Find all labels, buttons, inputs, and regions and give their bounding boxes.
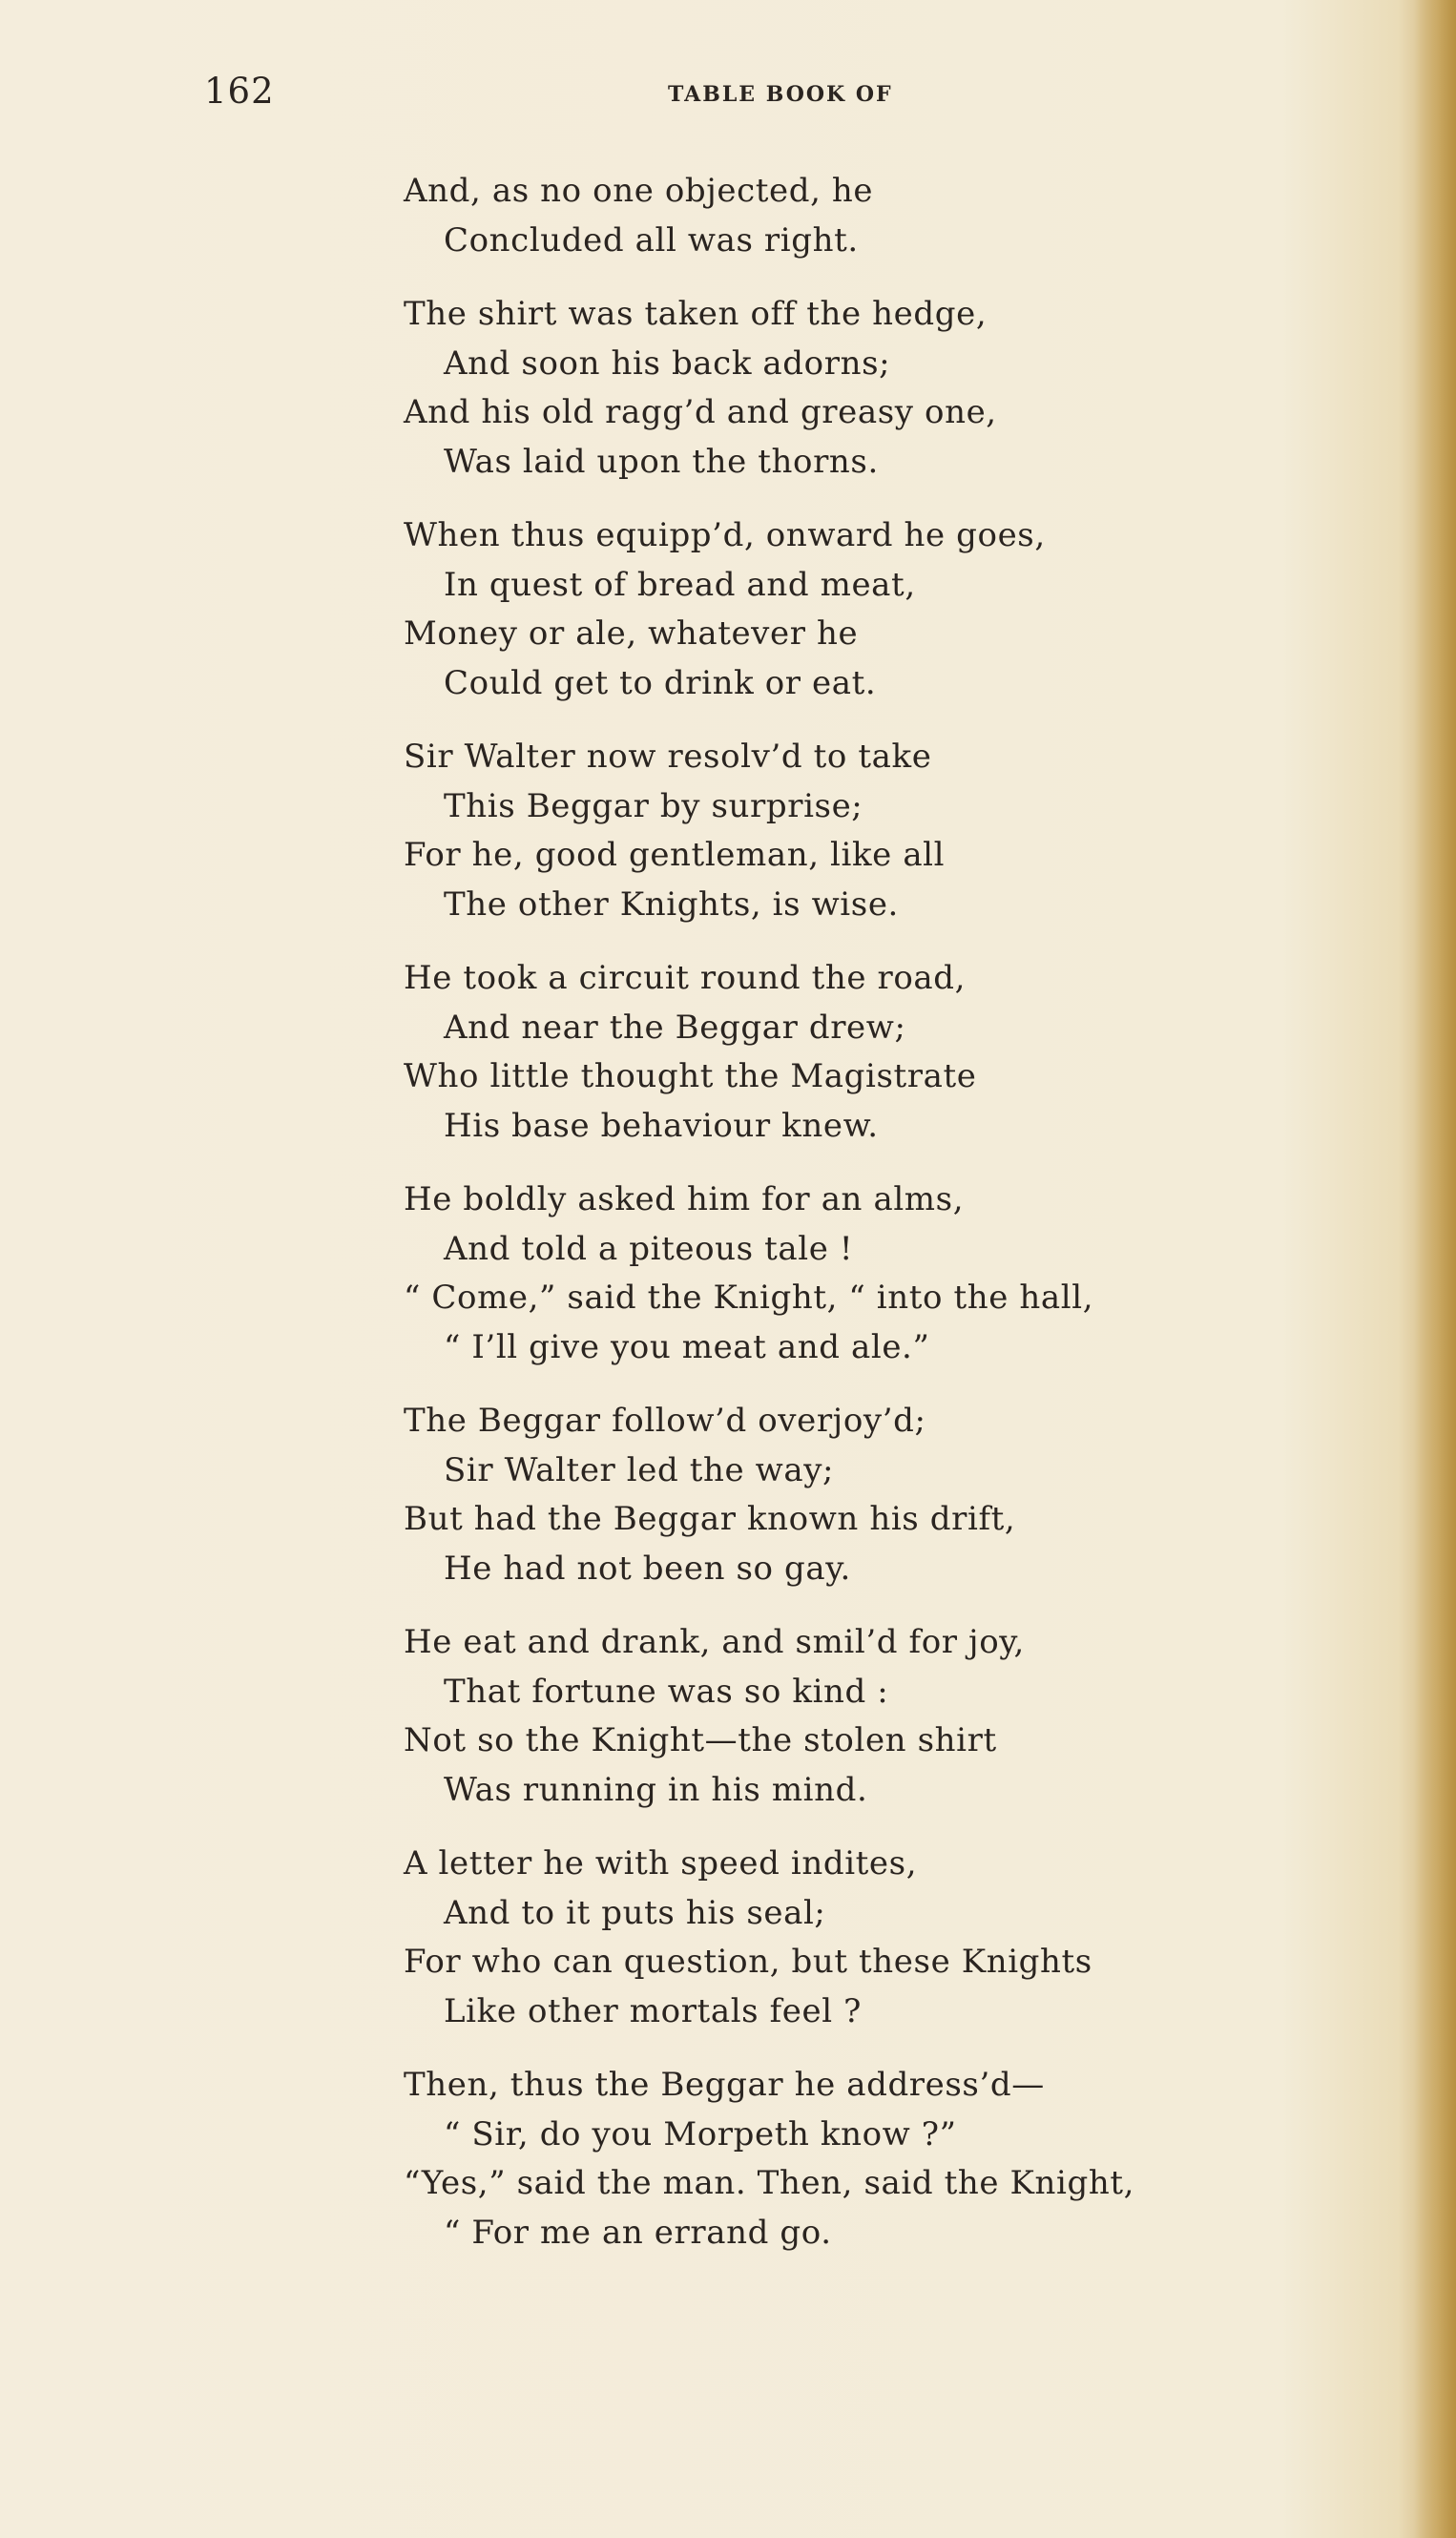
poem-line: He boldly asked him for an alms,: [404, 1180, 965, 1218]
page-number: 162: [204, 71, 275, 112]
stanza: [404, 954, 1358, 1151]
poem-line: A letter he with speed indites,: [404, 1844, 918, 1883]
poem-line: Concluded all was right.: [444, 220, 859, 260]
poem-line: Like other mortals feel ?: [444, 1991, 862, 2030]
poem-line: He had not been so gay.: [444, 1549, 851, 1588]
poem-line: The shirt was taken off the hedge,: [404, 295, 988, 333]
poem-line: Then, thus the Beggar he address’d—: [404, 2066, 1045, 2104]
poem-line: And his old ragg’d and greasy one,: [404, 393, 997, 431]
page-header: [0, 71, 1456, 118]
poem-line: But had the Beggar known his drift,: [404, 1500, 1016, 1538]
poem-line: That fortune was so kind :: [444, 1672, 889, 1711]
poem-line: Sir Walter led the way;: [444, 1450, 835, 1489]
poem-line: Who little thought the Magistrate: [404, 1057, 977, 1095]
poem-line: Money or ale, whatever he: [404, 614, 859, 653]
poem-line: And near the Beggar drew;: [444, 1008, 906, 1047]
poem-line: When thus equipp’d, onward he goes,: [404, 516, 1046, 554]
poem-line: Could get to drink or eat.: [444, 663, 877, 702]
stanza: [404, 1175, 1358, 1372]
poem-body: [404, 167, 1358, 2282]
stanza: [404, 1618, 1358, 1815]
poem-line: In quest of bread and meat,: [444, 565, 916, 604]
poem-line: The Beggar follow’d overjoy’d;: [404, 1402, 926, 1440]
poem-line: And soon his back adorns;: [444, 343, 891, 383]
poem-line: “ I’ll give you meat and ale.”: [444, 1327, 930, 1366]
poem-line: This Beggar by surprise;: [444, 786, 863, 825]
stanza: [404, 167, 1358, 265]
poem-line: And told a piteous tale !: [444, 1229, 854, 1268]
stanza: [404, 290, 1358, 487]
poem-line: His base behaviour knew.: [444, 1106, 879, 1145]
poem-line: “ For me an errand go.: [444, 2213, 832, 2252]
stanza: [404, 733, 1358, 929]
poem-line: “ Come,” said the Knight, “ into the hall,: [404, 1279, 1094, 1317]
poem-line: And to it puts his seal;: [444, 1893, 826, 1932]
poem-line: Was running in his mind.: [444, 1770, 868, 1809]
poem-line: For who can question, but these Knights: [404, 1943, 1092, 1981]
stanza: [404, 1840, 1358, 2036]
poem-line: Not so the Knight—the stolen shirt: [404, 1721, 997, 1759]
stanza: [404, 1397, 1358, 1593]
running-head: TABLE BOOK OF: [668, 82, 893, 107]
poem-line: The other Knights, is wise.: [444, 884, 899, 924]
poem-line: Sir Walter now resolv’d to take: [404, 738, 932, 776]
spine-shadow: [1414, 0, 1456, 2538]
poem-line: And, as no one objected, he: [404, 172, 874, 210]
poem-line: “Yes,” said the man. Then, said the Knight,: [404, 2164, 1135, 2202]
stanza: [404, 2061, 1358, 2257]
poem-line: He eat and drank, and smil’d for joy,: [404, 1623, 1025, 1661]
stanza: [404, 511, 1358, 708]
poem-line: He took a circuit round the road,: [404, 959, 967, 997]
poem-line: Was laid upon the thorns.: [444, 442, 879, 481]
poem-line: “ Sir, do you Morpeth know ?”: [444, 2114, 957, 2153]
poem-line: For he, good gentleman, like all: [404, 836, 946, 874]
